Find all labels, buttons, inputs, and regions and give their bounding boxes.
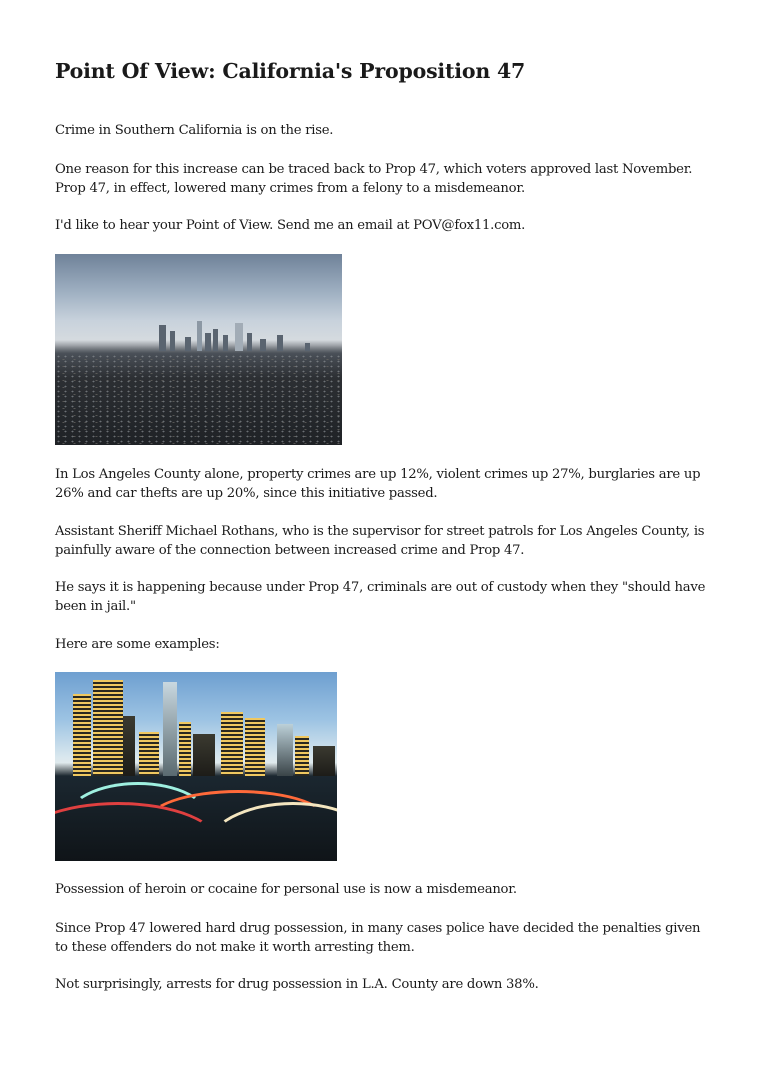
- paragraph: In Los Angeles County alone, property crimes are up 12%, violent crimes up 27%, burglaries are up 26% and car thefts are up 20%, since this initiative passed.: [55, 467, 701, 501]
- paragraph: Crime in Southern California is on the rise.: [55, 123, 334, 138]
- page-title: Point Of View: California's Proposition 47: [55, 59, 526, 83]
- paragraph: He says it is happening because under Prop 47, criminals are out of custody when they "should have been in jail.": [55, 580, 706, 614]
- paragraph: Since Prop 47 lowered hard drug possession, in many cases police have decided the penalties given to these offenders do not make it worth arresting them.: [55, 921, 701, 955]
- paragraph: Here are some examples:: [55, 637, 220, 652]
- paragraph: Not surprisingly, arrests for drug possession in L.A. County are down 38%.: [55, 977, 539, 992]
- paragraph: One reason for this increase can be traced back to Prop 47, which voters approved last November. Prop 47, in effect, lowered many crimes from a felony to a misdemeanor.: [55, 162, 693, 196]
- downtown-freeway-night-photo: [55, 672, 337, 861]
- paragraph: Possession of heroin or cocaine for personal use is now a misdemeanor.: [55, 882, 517, 897]
- paragraph: Assistant Sheriff Michael Rothans, who is the supervisor for street patrols for Los Angeles County, is painfully aware of the connection between increased crime and Prop 47.: [55, 524, 705, 558]
- los-angeles-skyline-photo: [55, 254, 342, 445]
- paragraph: I'd like to hear your Point of View. Send me an email at POV@fox11.com.: [55, 218, 526, 233]
